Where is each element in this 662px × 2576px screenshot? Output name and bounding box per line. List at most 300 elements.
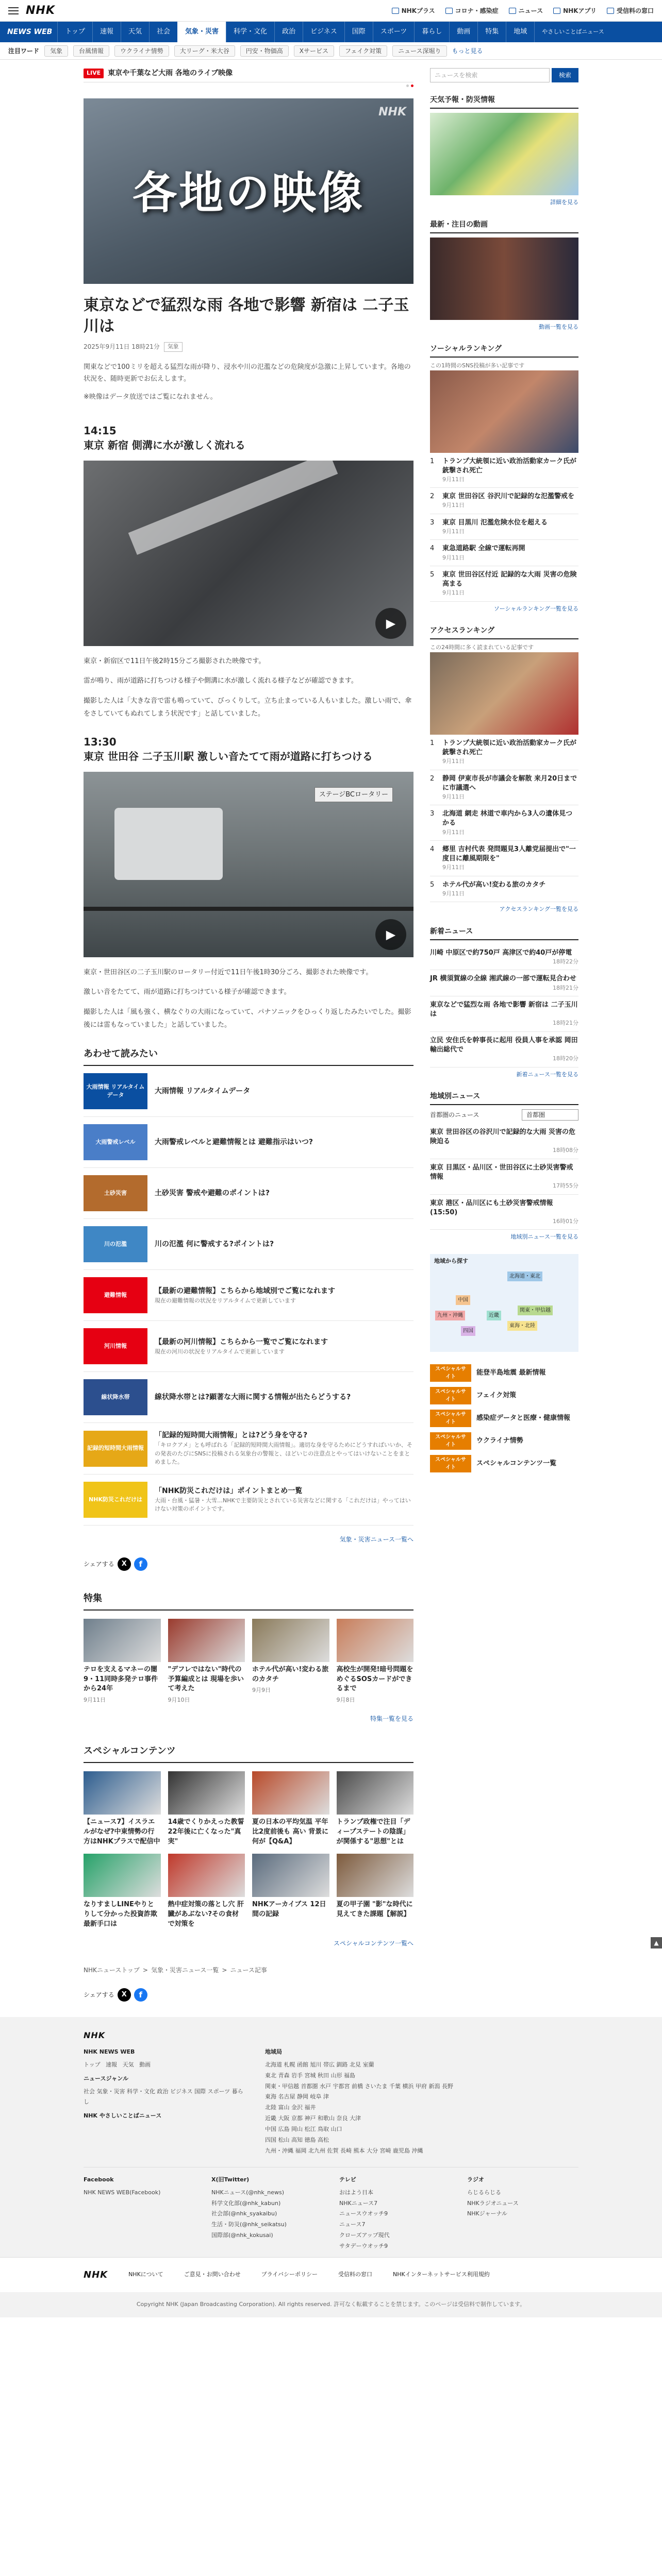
regional-row [430,1109,578,1121]
rank-number: 2 [430,774,435,783]
nav-breaking[interactable]: 速報 [92,22,121,42]
footer-region-row[interactable]: 近畿 大阪 京都 神戸 和歌山 奈良 大津 [265,2115,361,2122]
special-grid [84,1771,413,1929]
copyright: Copyright NHK (Japan Broadcasting Corporation). All rights reserved. 許可なく転載することを禁じます。このページは受信料で制作しています。 [0,2292,662,2317]
special-site-item[interactable] [430,1455,578,1472]
card-title[interactable]: 夏の日本の平均気温 平年比2度前後も 高い 背景に何が【Q&A】 [252,1818,329,1845]
nav-regions[interactable]: 地域 [506,22,534,42]
content-card[interactable] [168,1854,245,1929]
square-icon [445,8,453,14]
latest-video-more-link[interactable]: 動画一覧を見る [539,323,578,330]
card-thumb[interactable] [337,1771,414,1815]
rank-date: 9月11日 [442,864,465,871]
features-grid [84,1619,413,1705]
social-ranking-box [430,344,578,613]
facebook-share-icon[interactable]: f [134,1557,147,1571]
hero-caption: 各地の映像 [133,167,365,219]
top-link-fee[interactable]: 受信料の窓口 [607,6,654,15]
ranking-item[interactable] [430,566,578,602]
search-input[interactable]: ニュースを検索 [430,68,550,82]
keyword-chip[interactable]: 円安・物価高 [240,45,289,57]
nav-features[interactable]: 特集 [477,22,506,42]
related-banner[interactable]: 大雨情報 リアルタイムデータ [84,1073,147,1109]
rank-number: 4 [430,845,435,854]
latest-video-thumb[interactable] [430,238,578,320]
category-tag[interactable]: 気象 [164,342,183,352]
rank-date: 9月11日 [442,758,465,765]
features-more-link[interactable]: 特集一覧を見る [370,1715,413,1722]
footer-link[interactable]: トップ [84,2061,101,2068]
map-region[interactable]: 四国 [461,1326,475,1336]
keyword-chip[interactable]: フェイク対策 [339,45,387,57]
footer-social-link[interactable]: NHKラジオニュース [467,2199,519,2207]
footer-social-link[interactable]: 国際部(@nhk_kokusai) [211,2232,273,2239]
footer-news-col [84,2047,249,2157]
footer-region-row[interactable]: 東海 名古屋 静岡 岐阜 津 [265,2093,329,2100]
paragraph: 東京・新宿区で11日午後2時15分ごろ撮影された映像です。 [84,657,266,665]
related-banner[interactable]: 記録的短時間大雨情報 [84,1431,147,1467]
rank-date: 9月11日 [442,528,465,535]
related-banner[interactable]: 大雨警戒レベル [84,1124,147,1160]
related-item[interactable] [84,1117,413,1168]
share-label: シェアする [84,1991,114,1998]
region-select[interactable]: 首都圏 [522,1109,578,1121]
access-ranking-sub: この24時間に多く読まれている記事です [430,644,534,651]
sidebar [430,68,578,2002]
card-title[interactable]: なりすましLINEやりとりして分かった投資詐欺 最新手口は [84,1901,158,1928]
rank-title[interactable]: 郷里 吉村代表 発問題見3人離党届提出で"一度目に離風期限を" 9月11日 [442,845,578,872]
access-ranking-box [430,625,578,914]
card-title[interactable]: 【ニュース7】イスラエルがなぜ?中東情勢の行方はNHKプラスで配信中 [84,1818,160,1845]
newest-list [430,944,578,1067]
special-more-link[interactable]: スペシャルコンテンツ一覧へ [333,1939,413,1947]
map-region[interactable]: 近畿 [487,1311,501,1320]
rank-title[interactable]: 東京 世田谷区付近 記録的な大雨 災害の危険高まる 9月11日 [442,570,578,597]
keyword-chip[interactable]: Xサービス [294,45,334,57]
footer-link[interactable]: 速報 [106,2061,118,2068]
card-title[interactable]: ホテル代が高い!変わる旅のカタチ [252,1665,329,1683]
footer-social-link[interactable]: NHK NEWS WEB(Facebook) [84,2189,161,2196]
rank-date: 9月11日 [442,554,465,561]
related-banner[interactable]: 線状降水帯 [84,1379,147,1415]
card-title[interactable]: トランプ政権で注目「ディープステートの陰謀」が関係する"思想"とは [336,1818,410,1845]
access-ranking-list [430,735,578,903]
play-icon[interactable]: ▶ [375,919,406,950]
content-card[interactable] [168,1771,245,1847]
keyword-chip[interactable]: 気象 [44,45,68,57]
footer-link[interactable]: 動画 [139,2061,151,2068]
newest-box [430,926,578,1079]
related-item[interactable] [84,1066,413,1117]
update-block [84,734,413,1032]
nav-weather[interactable]: 天気 [121,22,149,42]
related-title[interactable]: 「記録的短時間大雨情報」とは?どう身を守る? [155,1431,308,1440]
map-region[interactable]: 関東・甲信越 [518,1306,553,1315]
news-web-brand[interactable]: NEWS WEB [7,27,53,36]
map-region[interactable]: 九州・沖縄 [435,1311,465,1320]
nav-society[interactable]: 社会 [149,22,177,42]
footer-social-col [211,2175,323,2252]
content-card[interactable] [168,1619,245,1705]
top-link-corona[interactable]: コロナ・感染症 [445,6,499,15]
special-site-title[interactable]: 感染症データと医療・健康情報 [476,1414,571,1422]
weather-radar-image[interactable] [430,113,578,195]
rank-date: 9月11日 [442,589,465,597]
content-card[interactable] [337,1771,414,1847]
footer-social-col [467,2175,578,2252]
related-banner[interactable]: 川の氾濫 [84,1226,147,1262]
content-card[interactable] [84,1619,161,1705]
special-site-badge: スペシャルサイト [430,1410,471,1427]
news-time: 17時55分 [553,1182,578,1190]
related-more-link[interactable]: 気象・災害ニュース一覧へ [339,1535,413,1543]
keyword-chip[interactable]: 台風情報 [73,45,109,57]
play-icon[interactable]: ▶ [375,608,406,639]
special-sites [430,1364,578,1472]
footer-logo[interactable]: NHK [84,2030,106,2040]
paragraph: 激しい音をたてて、雨が道路に打ちつけている様子が確認できます。 [84,988,291,996]
ranking-item[interactable] [430,540,578,566]
related-title[interactable]: 【最新の河川情報】こちらから一覧でご覧になれます [155,1337,328,1346]
card-thumb[interactable] [168,1771,245,1815]
latest-video-heading: 最新・注目の動画 [430,219,578,233]
footer-social-link[interactable]: らじるらじる [467,2189,501,2196]
facebook-share-icon[interactable]: f [134,1988,147,2002]
rank-date: 9月11日 [442,890,465,897]
related-title[interactable]: 大雨情報 リアルタイムデータ [155,1087,251,1095]
footer-social-link[interactable]: 社会部(@nhk_syakaibu) [211,2210,277,2217]
footer-bottom-link[interactable]: NHKインターネットサービス利用規約 [393,2271,490,2278]
regional-area: 首都圏のニュース [430,1111,479,1119]
related-text [155,1337,328,1357]
card-thumb[interactable] [337,1854,414,1897]
map-region[interactable]: 北海道・東北 [507,1272,542,1281]
related-text [155,1086,250,1097]
top-link-app[interactable]: NHKアプリ [553,6,597,15]
square-icon [392,8,399,14]
rank-number: 2 [430,493,435,501]
footer-social-link[interactable]: NHKニュース(@nhk_news) [211,2189,285,2196]
video-player[interactable] [84,772,413,957]
rank-title[interactable]: 北海道 網走 林道で車内から3人の遺体見つかる 9月11日 [442,809,578,836]
news-time: 18時08分 [553,1147,578,1154]
top-link-plus[interactable]: NHKプラス [392,6,435,15]
rank-number: 1 [430,457,435,465]
menu-icon[interactable] [8,7,19,14]
related-item[interactable] [84,1219,413,1270]
update-time: 13:30 [84,735,117,748]
keyword-chip[interactable]: 大リーグ・米大谷 [174,45,235,57]
news-item[interactable]: 東京 世田谷区の谷沢川で記録的な大雨 災害の危険迫る 18時08分 [430,1124,578,1159]
card-thumb[interactable] [252,1619,329,1662]
related-banner[interactable]: 土砂災害 [84,1175,147,1211]
related-banner[interactable]: 河川情報 [84,1328,147,1364]
rank-title[interactable]: 東京 世田谷区 谷沢川で記録的な氾濫警戒を 9月11日 [442,493,575,509]
card-title[interactable]: テロを支えるマネーの闇 9・11同時多発テロ事件から24年 [84,1665,158,1693]
footer-link[interactable]: 天気 [122,2061,134,2068]
ranking-item[interactable] [430,770,578,806]
search-button[interactable]: 検索 [552,68,578,82]
related-title[interactable]: 川の氾濫 何に警戒する?ポイントは? [155,1240,274,1248]
share-bar [84,1557,413,1571]
card-date: 9月10日 [168,1697,190,1704]
footer-region-row[interactable]: 中国 広島 岡山 松江 鳥取 山口 [265,2126,342,2133]
regional-heading: 地域別ニュース [430,1091,578,1105]
live-header[interactable] [84,68,413,82]
footer-columns [84,2047,578,2157]
newest-more-link[interactable]: 新着ニュース一覧を見る [516,1071,578,1078]
card-title[interactable]: 高校生が開発!暗号問題をめぐるSOSカードができるまで [336,1665,413,1693]
footer-region-row[interactable]: 北海道 札幌 函館 旭川 帯広 釧路 北見 室蘭 [265,2061,374,2068]
content-card[interactable] [84,1854,161,1929]
ranking-item[interactable] [430,735,578,770]
social-ranking-image[interactable] [430,370,578,453]
related-text [155,1486,413,1514]
card-thumb[interactable] [252,1854,329,1897]
nav-video[interactable]: 動画 [449,22,477,42]
card-thumb[interactable] [168,1854,245,1897]
nhk-logo[interactable]: NHK [26,4,55,17]
footer-social-link[interactable]: 科学文化部(@nhk_kabun) [211,2199,281,2207]
carousel-dots [84,82,413,98]
paragraph: 撮影した人は「大きな音で雷も鳴っていて、びっくりして。立ち止まっている人もいました。激しい雨で、傘をさしていてもぬれてしまう状況です」と話していました。 [84,697,412,718]
top-link-news[interactable]: ニュース [509,6,543,15]
railing [84,907,413,911]
ranking-item[interactable] [430,876,578,903]
article-date: 2025年9月11日 18時21分 [84,343,160,351]
crumb-sep: > [142,1966,148,1974]
x-share-icon[interactable]: X [118,1557,131,1571]
special-site-item[interactable] [430,1432,578,1450]
rank-title[interactable]: ホテル代が高い!変わる旅のカタチ 9月11日 [442,880,546,897]
search-box [430,68,578,82]
footer-link-row [84,2060,249,2071]
newest-heading: 新着ニュース [430,926,578,940]
regional-list [430,1124,578,1230]
content-card[interactable] [252,1854,329,1929]
bus-shape [114,808,223,880]
keyword-more-link[interactable]: もっと見る [452,47,483,55]
content-card[interactable] [252,1619,329,1705]
related-banner[interactable]: 避難情報 [84,1277,147,1313]
footer-genre-heading: ニュースジャンル [84,2075,128,2082]
rank-title[interactable]: 静岡 伊東市長が市議会を解散 来月20日までに市議選へ 9月11日 [442,774,578,801]
regional-more-link[interactable]: 地域別ニュース一覧を見る [510,1233,578,1241]
related-banner[interactable]: NHK防災これだけは [84,1482,147,1518]
special-site-title[interactable]: スペシャルコンテンツ一覧 [476,1460,557,1468]
card-title[interactable]: 熱中症対策の落とし穴 肝臓があぶない?その食材で対策を [168,1901,244,1928]
news-time: 18時20分 [553,1055,578,1062]
share-bar-bottom [84,1988,413,2002]
dot-active[interactable] [411,84,413,87]
special-site-title[interactable]: ウクライナ情勢 [476,1437,523,1445]
nav-business[interactable]: ビジネス [303,22,344,42]
related-title[interactable]: 大雨警戒レベルと避難情報とは 避難指示はいつ? [155,1138,313,1146]
weather-heading: 天気予報・防災情報 [430,95,578,109]
related-title[interactable]: 【最新の避難情報】こちらから地域別でご覧になれます [155,1286,335,1295]
card-thumb[interactable] [84,1771,161,1815]
keyword-chip[interactable]: ウクライナ情勢 [114,45,169,57]
regional-box [430,1091,578,1352]
footer-region-row[interactable]: 北陸 富山 金沢 福井 [265,2104,316,2111]
footer-region-row[interactable]: 関東・甲信越 首都圏 水戸 宇都宮 前橋 さいたま 千葉 横浜 甲府 新潟 長野 [265,2082,453,2090]
social-ranking-more-link[interactable]: ソーシャルランキング一覧を見る [493,605,578,612]
footer-genres[interactable]: 社会 気象・災害 科学・文化 政治 ビジネス 国際 スポーツ 暮らし [84,2088,243,2106]
weather-more-link[interactable]: 詳細を見る [550,199,578,206]
related-sub: 「キロクアメ」とも呼ばれる「記録的短時間大雨情報」。適切な身を守るためにどうすればいいか、その発表のたびにSNSに投稿される気象台の警報と、ほどいじの注意点とやってはいけないことをまとめました。 [155,1442,412,1466]
ranking-item[interactable] [430,453,578,488]
footer-region-row[interactable]: 九州・沖縄 福岡 北九州 佐賀 長崎 熊本 大分 宮崎 鹿児島 沖縄 [265,2147,423,2154]
footer-social-col [84,2175,195,2252]
card-thumb[interactable] [84,1619,161,1662]
card-title[interactable]: NHKアーカイブス 12日間の記録 [252,1901,326,1919]
nav-easy-news[interactable]: やさしいことばニュース [534,22,611,42]
paragraph: 撮影した人は「風も強く、横なぐりの大雨になっていて、パナソニックをひっくり返したみたいでした。撮影後には雷もなっていました」と話していました。 [84,1008,411,1029]
content-card[interactable] [252,1771,329,1847]
map-region[interactable]: 東海・北陸 [507,1321,537,1331]
update-heading: 東京 世田谷 二子玉川駅 激しい音たてて雨が道路に打ちつける [84,750,373,762]
related-title[interactable]: 「NHK防災これだけは」ポイントまとめ一覧 [155,1486,303,1495]
related-item[interactable] [84,1372,413,1423]
video-player[interactable] [84,461,413,646]
related-item[interactable] [84,1423,413,1475]
ranking-item[interactable] [430,514,578,540]
nav-politics[interactable]: 政治 [274,22,303,42]
update-body [84,655,413,721]
rank-title[interactable]: トランプ大統領に近い政治活動家カーク氏が銃撃され死亡 9月11日 [442,457,578,484]
map-region[interactable]: 中国 [456,1295,470,1305]
rank-number: 4 [430,545,435,553]
station-sign: ステージBCロータリー [315,787,393,803]
footer-bottom-link[interactable]: プライバシーポリシー [261,2271,318,2278]
update-block [84,423,413,721]
card-thumb[interactable] [168,1619,245,1662]
footer-social [84,2167,578,2252]
footer-social-heading: X(旧Twitter) [211,2176,250,2183]
footer-social-link[interactable]: ニュースウオッチ9 [339,2210,388,2217]
news-time: 18時21分 [553,1020,578,1027]
crumb-item[interactable]: NHKニューストップ [84,1966,140,1974]
access-ranking-image[interactable] [430,652,578,735]
card-thumb[interactable] [337,1619,414,1662]
special-site-badge: スペシャルサイト [430,1432,471,1450]
special-site-item[interactable] [430,1410,578,1427]
share-label: シェアする [84,1560,114,1568]
update-heading: 東京 新宿 側溝に水が激しく流れる [84,438,245,451]
ranking-item[interactable] [430,805,578,841]
nav-sports[interactable]: スポーツ [373,22,414,42]
footer-bottom-logo[interactable]: NHK [84,2269,108,2281]
card-title[interactable]: 夏の甲子園 "影"な時代に見えてきた課題【解説】 [336,1901,413,1919]
scroll-top-icon[interactable]: ▲ [651,1937,662,1948]
footer-regions-heading: 地域局 [265,2048,282,2055]
map-caption: 地域から探す [434,1257,468,1264]
footer-bottom-link[interactable]: NHKについて [128,2271,163,2278]
related-text [155,1137,313,1148]
special-site-item[interactable] [430,1387,578,1404]
footer-social-link[interactable]: おはよう日本 [339,2189,373,2196]
latest-video-box [430,219,578,332]
related-sub: 大雨・台風・猛暑・大雪…NHKで主要防災とされている災害などに関する「これだけは」やってはいけない対策のポイントです。 [155,1497,411,1513]
footer-easy-news[interactable]: NHK やさしいことばニュース [84,2112,162,2120]
dot[interactable] [406,84,409,87]
news-item[interactable]: 東京 目黒区・品川区・世田谷区に土砂災害警戒情報 17時55分 [430,1159,578,1195]
rank-number: 1 [430,739,435,747]
footer-social-link[interactable]: NHKジャーナル [467,2210,507,2217]
nav-science[interactable]: 科学・文化 [226,22,274,42]
nav-disaster[interactable]: 気象・災害 [177,22,226,42]
news-item[interactable]: 立民 安住氏を幹事長に起用 役員人事を承認 岡田輸出総代で 18時20分 [430,1032,578,1067]
related-sub: 現在の避難情報の状況をリアルタイムで更新しています [155,1297,296,1304]
footer-social-link[interactable]: クローズアップ現代 [339,2232,390,2239]
rank-title[interactable]: 東急道路駅 全線で運転再開 9月11日 [442,545,525,561]
footer-social-link[interactable]: ニュース7 [339,2221,366,2228]
content-card[interactable] [337,1854,414,1929]
related-item[interactable] [84,1168,413,1219]
special-site-title[interactable]: フェイク対策 [476,1392,517,1400]
news-item[interactable]: 東京などで猛烈な雨 各地で影響 新宿は 二子玉川は 18時21分 [430,996,578,1032]
page-body [84,60,578,2002]
card-date: 9月8日 [336,1697,355,1704]
related-title[interactable]: 土砂災害 警戒や避難のポイントは? [155,1189,270,1197]
nav-top[interactable]: トップ [57,22,92,42]
keyword-chip[interactable]: ニュース深堀り [392,45,446,57]
footer-region-row[interactable]: 東北 青森 岩手 宮城 秋田 山形 福島 [265,2072,355,2079]
footer-bottom-link[interactable]: 受信料の窓口 [338,2271,373,2278]
footer-region-row[interactable]: 四国 松山 高知 徳島 高松 [265,2137,329,2143]
content-card[interactable] [84,1771,161,1847]
footer-social-link[interactable]: NHKニュース7 [339,2199,378,2207]
rank-title[interactable]: トランプ大統領に近い政治活動家カーク氏が銃撃され死亡 9月11日 [442,739,578,766]
news-item[interactable]: 東京 港区・品川区にも土砂災害警戒情報(15:50) 16時01分 [430,1195,578,1230]
ranking-item[interactable] [430,488,578,514]
footer-bottom-link[interactable]: ご意見・お問い合わせ [184,2271,241,2278]
ranking-item[interactable] [430,841,578,876]
top-bar [0,0,662,22]
rank-title[interactable]: 東京 目黒川 氾濫危険水位を超える 9月11日 [442,518,548,535]
access-ranking-more-link[interactable]: アクセスランキング一覧を見る [499,906,578,913]
square-icon [509,8,516,14]
special-site-item[interactable] [430,1364,578,1382]
card-thumb[interactable] [84,1854,161,1897]
nav-international[interactable]: 国際 [344,22,373,42]
x-share-icon[interactable]: X [118,1988,131,2002]
related-item[interactable] [84,1270,413,1321]
footer-social-link[interactable]: サタデーウオッチ9 [339,2243,388,2250]
nav-life[interactable]: 暮らし [414,22,449,42]
article-note: ※映像はデータ放送ではご覧になれません。 [84,393,217,401]
card-thumb[interactable] [252,1771,329,1815]
rank-date: 9月11日 [442,793,465,800]
footer-bottom [0,2257,662,2292]
related-item[interactable] [84,1321,413,1372]
crumb-item[interactable]: 気象・災害ニュース一覧 [151,1966,219,1974]
content-card[interactable] [337,1619,414,1705]
related-title[interactable]: 線状降水帯とは?顕著な大雨に関する情報が出たらどうする? [155,1393,351,1401]
news-item[interactable]: JR 横須賀線の全線 湘武線の一部で運転見合わせ 18時21分 [430,970,578,996]
news-item[interactable]: 川崎 中原区で約750戸 高津区で約40戸が停電 18時22分 [430,944,578,971]
footer-news-heading: NHK NEWS WEB [84,2048,135,2055]
crumb-sep: > [222,1966,227,1974]
live-title: 東京や千葉など大雨 各地のライブ映像 [108,69,233,77]
card-title[interactable]: "デフレではない"時代の予算編成とは 現場を歩いて考えた [168,1665,244,1693]
footer-social-link[interactable]: 生活・防災(@nhk_seikatsu) [211,2221,287,2228]
news-time: 16時01分 [553,1218,578,1225]
card-title[interactable]: 14歳でくりかえった教誓 22年後に亡くなった"真実" [168,1818,244,1845]
special-site-title[interactable]: 能登半島地震 最新情報 [476,1369,546,1377]
related-item[interactable] [84,1475,413,1526]
social-ranking-heading: ソーシャルランキング [430,344,578,358]
